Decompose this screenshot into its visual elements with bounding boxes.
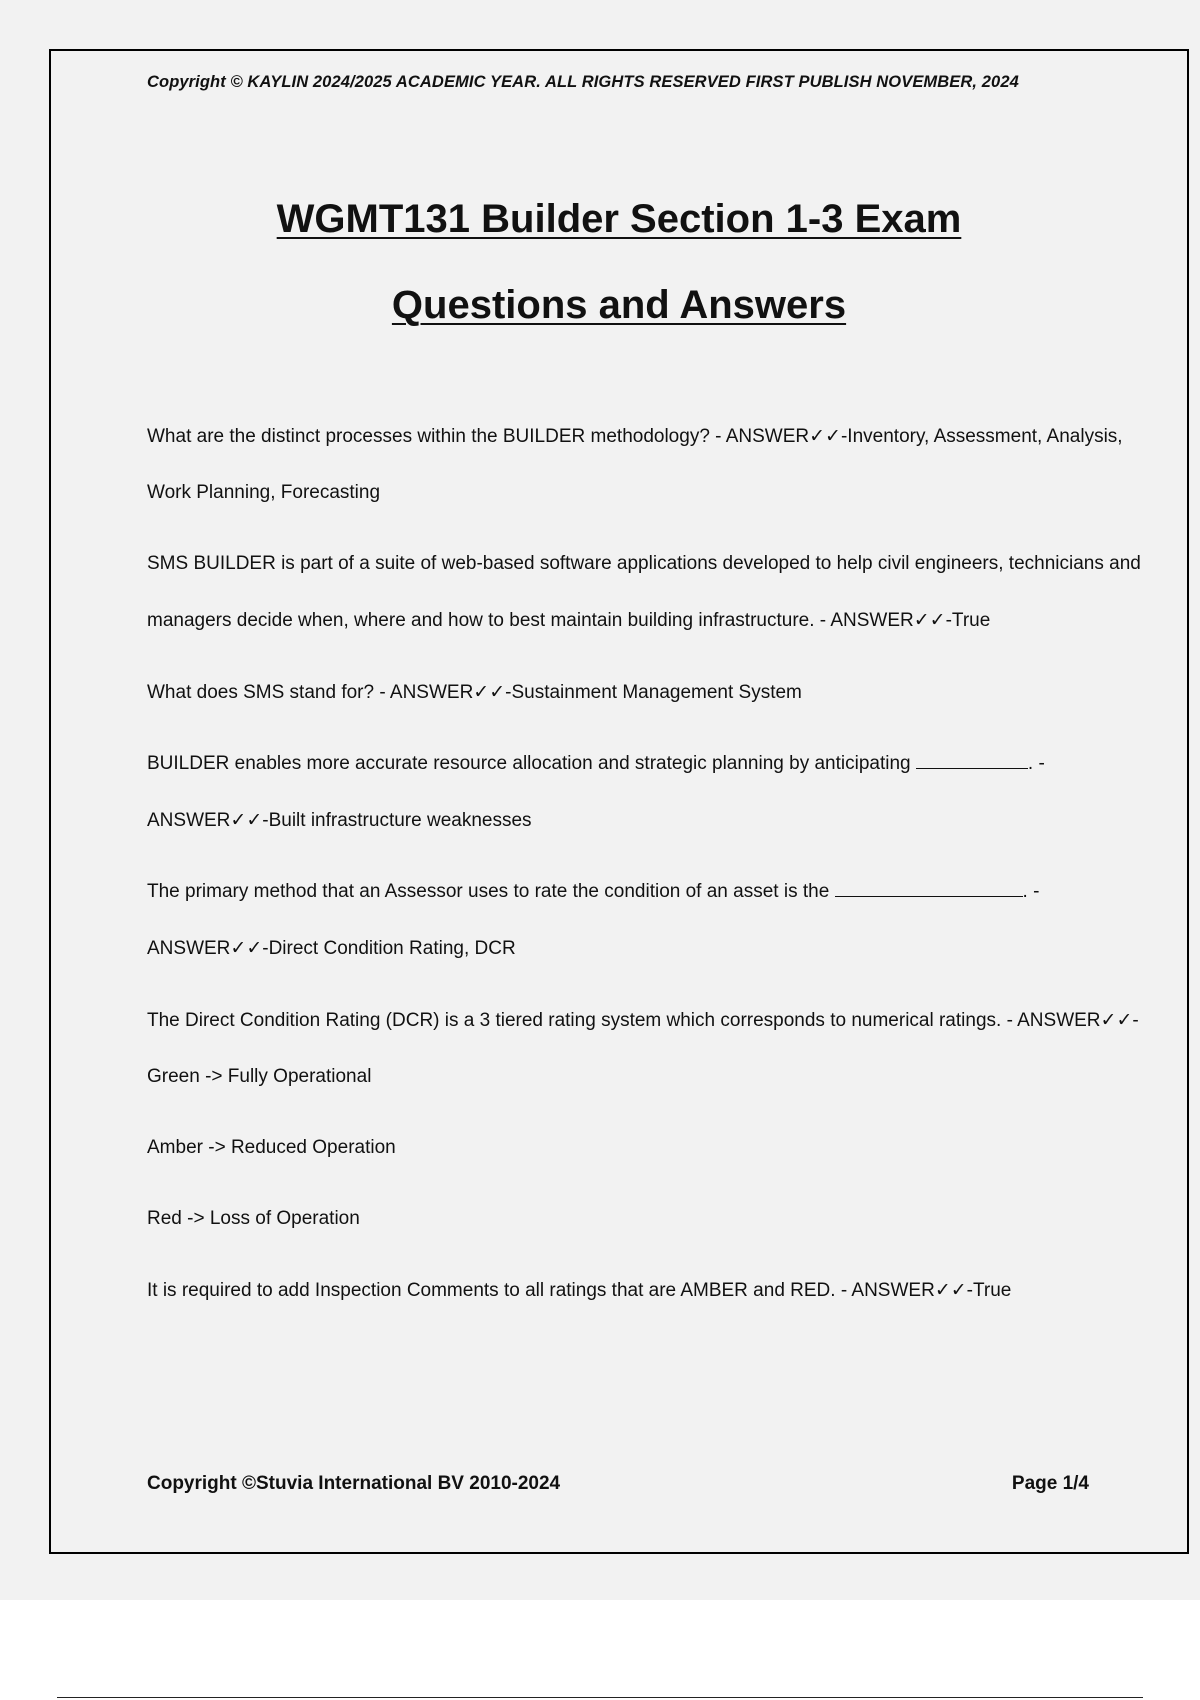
fill-in-blank — [916, 750, 1028, 769]
qa-item-dcr — [147, 992, 1147, 1105]
qa-item-amber: Amber -> Reduced Operation — [147, 1137, 396, 1158]
answer-text: -Inventory, Assessment, Analysis, Work Planning, Forecasting — [147, 426, 1123, 503]
answer-text: -Green -> Fully Operational — [147, 1010, 1139, 1087]
check-mark-icon: ✓✓ — [473, 681, 506, 703]
next-page-top-rule — [57, 1697, 1143, 1698]
qa-item-inspection-comments — [147, 1262, 1147, 1319]
title-line-2: Questions and Answers — [391, 283, 847, 327]
check-mark-icon: ✓✓ — [230, 809, 263, 831]
answer-marker: ANSWER✓✓ — [851, 1279, 967, 1301]
check-mark-icon: ✓✓ — [1100, 1009, 1133, 1031]
title-line-1: WGMT131 Builder Section 1-3 Exam — [276, 197, 962, 241]
answer-text: -Built infrastructure weaknesses — [262, 810, 532, 831]
answer-marker: ANSWER✓✓ — [725, 425, 841, 447]
question-text: BUILDER enables more accurate resource allocation and strategic planning by anticipating — [147, 753, 916, 774]
check-mark-icon: ✓✓ — [230, 937, 263, 959]
check-mark-icon: ✓✓ — [934, 1279, 967, 1301]
question-text: The Direct Condition Rating (DCR) is a 3 tiered rating system which corresponds to numerical ratings. - — [147, 1010, 1018, 1031]
footer-copyright: Copyright ©Stuvia International BV 2010-2024 — [147, 1473, 561, 1494]
answer-text: -Sustainment Management System — [505, 682, 802, 703]
qa-item-primary-method — [147, 864, 1147, 977]
question-text: It is required to add Inspection Comments to all ratings that are AMBER and RED. - — [147, 1280, 852, 1301]
qa-list — [147, 408, 1147, 1334]
question-text: What does SMS stand for? - — [147, 682, 390, 703]
question-text: SMS BUILDER is part of a suite of web-based software applications developed to help civil engineers, technicians and managers decide when, where and how to best maintain building infrastructure. - — [147, 553, 1141, 631]
document-page — [49, 49, 1189, 1554]
answer-marker: ANSWER✓✓ — [389, 681, 506, 703]
page-number: Page 1/4 — [1011, 1473, 1089, 1494]
question-text: What are the distinct processes within the BUILDER methodology? - — [147, 426, 726, 447]
qa-item-anticipating — [147, 736, 1147, 849]
check-mark-icon: ✓✓ — [913, 609, 946, 631]
qa-item-sms-acronym — [147, 664, 1147, 721]
answer-text: -Direct Condition Rating, DCR — [262, 938, 516, 959]
check-mark-icon: ✓✓ — [809, 425, 841, 447]
qa-item-sms-builder — [147, 536, 1147, 649]
next-page-area — [0, 1600, 1200, 1700]
answer-marker: ANSWER✓✓ — [147, 809, 263, 831]
answer-marker: ANSWER✓✓ — [830, 609, 946, 631]
fill-in-blank — [835, 878, 1023, 897]
question-text: The primary method that an Assessor uses to rate the condition of an asset is the — [147, 881, 835, 902]
answer-marker: ANSWER✓✓ — [1017, 1009, 1133, 1031]
question-tail: . - — [1022, 881, 1040, 902]
document-title — [51, 176, 1187, 348]
answer-text: -True — [945, 610, 991, 631]
qa-item-processes — [147, 408, 1147, 521]
answer-text: -True — [966, 1280, 1012, 1301]
header-copyright: Copyright © KAYLIN 2024/2025 ACADEMIC YEAR. ALL RIGHTS RESERVED FIRST PUBLISH NOVEMBER, 2024 — [147, 73, 1019, 91]
answer-marker: ANSWER✓✓ — [147, 937, 263, 959]
qa-item-red: Red -> Loss of Operation — [147, 1208, 360, 1229]
question-tail: . - — [1027, 753, 1045, 774]
